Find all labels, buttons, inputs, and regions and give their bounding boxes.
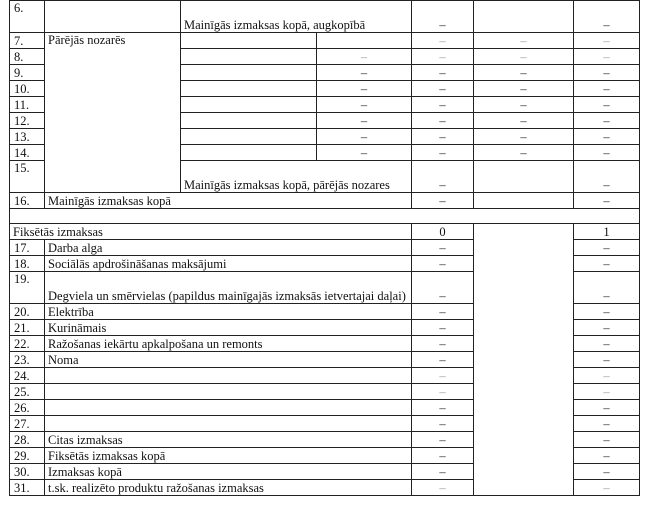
dash-cell: – bbox=[412, 65, 474, 81]
dash-cell: – bbox=[317, 49, 412, 65]
row-number: 24. bbox=[10, 368, 45, 384]
empty-cell bbox=[181, 49, 317, 65]
dash-cell: – bbox=[412, 272, 474, 304]
table-row bbox=[10, 1, 640, 33]
row-number: 13. bbox=[10, 129, 45, 145]
empty-cell bbox=[181, 113, 317, 129]
dash-cell: – bbox=[412, 129, 474, 145]
row-label bbox=[45, 384, 412, 400]
row-number: 26. bbox=[10, 400, 45, 416]
dash-cell: – bbox=[474, 81, 574, 97]
row-label: Ražošanas iekārtu apkalpošana un remonts bbox=[45, 336, 412, 352]
row-number: 14. bbox=[10, 145, 45, 161]
row-number: 21. bbox=[10, 320, 45, 336]
row-label: Citas izmaksas bbox=[45, 432, 412, 448]
dash-cell: – bbox=[317, 65, 412, 81]
dash-cell: – bbox=[412, 240, 474, 256]
dash-cell: – bbox=[412, 320, 474, 336]
value-cell: 1 bbox=[574, 224, 640, 240]
empty-cell bbox=[474, 161, 574, 193]
empty-cell bbox=[181, 97, 317, 113]
row-number: 12. bbox=[10, 113, 45, 129]
dash-cell: – bbox=[412, 97, 474, 113]
dash-cell: – bbox=[574, 384, 640, 400]
row-number: 7. bbox=[10, 33, 45, 49]
dash-cell: – bbox=[412, 480, 474, 496]
dash-cell: – bbox=[574, 352, 640, 368]
dash-cell: – bbox=[574, 272, 640, 304]
row-label: Pārējās nozarēs bbox=[45, 33, 181, 193]
dash-cell: – bbox=[474, 145, 574, 161]
row-label: t.sk. realizēto produktu ražošanas izmaksas bbox=[45, 480, 412, 496]
table-row bbox=[10, 209, 640, 224]
dash-cell: – bbox=[412, 464, 474, 480]
dash-cell: – bbox=[574, 33, 640, 49]
dash-cell: – bbox=[574, 81, 640, 97]
dash-cell: – bbox=[474, 97, 574, 113]
empty-cell bbox=[474, 1, 574, 33]
row-label: Darba alga bbox=[45, 240, 412, 256]
row-number: 11. bbox=[10, 97, 45, 113]
row-label: Sociālās apdrošināšanas maksājumi bbox=[45, 256, 412, 272]
dash-cell: – bbox=[574, 113, 640, 129]
dash-cell: – bbox=[474, 49, 574, 65]
row-number: 28. bbox=[10, 432, 45, 448]
table-row bbox=[10, 193, 640, 209]
row-number: 10. bbox=[10, 81, 45, 97]
dash-cell: – bbox=[574, 49, 640, 65]
dash-cell: – bbox=[574, 304, 640, 320]
dash-cell: – bbox=[412, 432, 474, 448]
row-number: 20. bbox=[10, 304, 45, 320]
row-number: 9. bbox=[10, 65, 45, 81]
row-number: 16. bbox=[10, 193, 45, 209]
dash-cell: – bbox=[412, 1, 474, 33]
row-number: 27. bbox=[10, 416, 45, 432]
dash-cell: – bbox=[412, 368, 474, 384]
dash-cell: – bbox=[574, 145, 640, 161]
table-row bbox=[10, 33, 640, 49]
dash-cell: – bbox=[412, 336, 474, 352]
section-header: Fiksētās izmaksas bbox=[10, 224, 412, 240]
dash-cell: – bbox=[574, 448, 640, 464]
empty-cell bbox=[474, 193, 574, 209]
row-label: Kurināmais bbox=[45, 320, 412, 336]
dash-cell: – bbox=[574, 97, 640, 113]
dash-cell: – bbox=[574, 320, 640, 336]
row-number: 23. bbox=[10, 352, 45, 368]
empty-cell bbox=[181, 65, 317, 81]
dash-cell: – bbox=[412, 256, 474, 272]
dash-cell: – bbox=[317, 113, 412, 129]
dash-cell: – bbox=[317, 97, 412, 113]
row-label bbox=[45, 416, 412, 432]
dash-cell: – bbox=[412, 33, 474, 49]
empty-cell bbox=[181, 33, 317, 49]
dash-cell: – bbox=[412, 416, 474, 432]
empty-cell bbox=[181, 129, 317, 145]
dash-cell: – bbox=[574, 480, 640, 496]
dash-cell: – bbox=[574, 161, 640, 193]
row-number: 17. bbox=[10, 240, 45, 256]
dash-cell: – bbox=[412, 113, 474, 129]
row-label bbox=[45, 368, 412, 384]
separator-cell bbox=[10, 209, 640, 224]
dash-cell: – bbox=[412, 384, 474, 400]
row-label: Mainīgās izmaksas kopā bbox=[45, 193, 412, 209]
row-description: Mainīgās izmaksas kopā, augkopībā bbox=[181, 1, 412, 33]
dash-cell: – bbox=[574, 336, 640, 352]
row-number: 25. bbox=[10, 384, 45, 400]
dash-cell: – bbox=[574, 129, 640, 145]
row-number: 6. bbox=[10, 1, 45, 33]
row-label: Fiksētās izmaksas kopā bbox=[45, 448, 412, 464]
value-cell: 0 bbox=[412, 224, 474, 240]
dash-cell: – bbox=[474, 33, 574, 49]
dash-cell: – bbox=[317, 145, 412, 161]
empty-cell bbox=[45, 1, 181, 33]
row-description: Mainīgās izmaksas kopā, pārējās nozares bbox=[181, 161, 412, 193]
dash-cell: – bbox=[574, 256, 640, 272]
dash-cell: – bbox=[574, 400, 640, 416]
row-number: 15. bbox=[10, 161, 45, 193]
empty-cell bbox=[474, 224, 574, 496]
row-label: Noma bbox=[45, 352, 412, 368]
dash-cell: – bbox=[412, 81, 474, 97]
dash-cell: – bbox=[474, 113, 574, 129]
row-label: Elektrība bbox=[45, 304, 412, 320]
row-label: Izmaksas kopā bbox=[45, 464, 412, 480]
row-number: 30. bbox=[10, 464, 45, 480]
row-number: 19. bbox=[10, 272, 45, 304]
dash-cell: – bbox=[574, 1, 640, 33]
dash-cell: – bbox=[412, 145, 474, 161]
cost-table bbox=[9, 0, 640, 496]
row-label bbox=[45, 400, 412, 416]
row-number: 18. bbox=[10, 256, 45, 272]
dash-cell: – bbox=[574, 65, 640, 81]
dash-cell: – bbox=[412, 352, 474, 368]
dash-cell: – bbox=[412, 193, 474, 209]
dash-cell: – bbox=[412, 400, 474, 416]
dash-cell: – bbox=[317, 129, 412, 145]
empty-cell bbox=[181, 145, 317, 161]
dash-cell: – bbox=[574, 432, 640, 448]
row-number: 29. bbox=[10, 448, 45, 464]
dash-cell: – bbox=[412, 304, 474, 320]
dash-cell: – bbox=[412, 448, 474, 464]
row-number: 8. bbox=[10, 49, 45, 65]
dash-cell: – bbox=[474, 129, 574, 145]
row-number: 31. bbox=[10, 480, 45, 496]
dash-cell: – bbox=[412, 49, 474, 65]
table-row bbox=[10, 224, 640, 240]
dash-cell: – bbox=[574, 193, 640, 209]
row-number: 22. bbox=[10, 336, 45, 352]
dash-cell: – bbox=[474, 65, 574, 81]
dash-cell: – bbox=[574, 240, 640, 256]
dash-cell: – bbox=[317, 81, 412, 97]
empty-cell bbox=[317, 33, 412, 49]
empty-cell bbox=[181, 81, 317, 97]
dash-cell: – bbox=[574, 368, 640, 384]
dash-cell: – bbox=[574, 416, 640, 432]
row-label: Degviela un smērvielas (papildus mainīgajās izmaksās ietvertajai daļai) bbox=[45, 272, 412, 304]
dash-cell: – bbox=[412, 161, 474, 193]
dash-cell: – bbox=[574, 464, 640, 480]
